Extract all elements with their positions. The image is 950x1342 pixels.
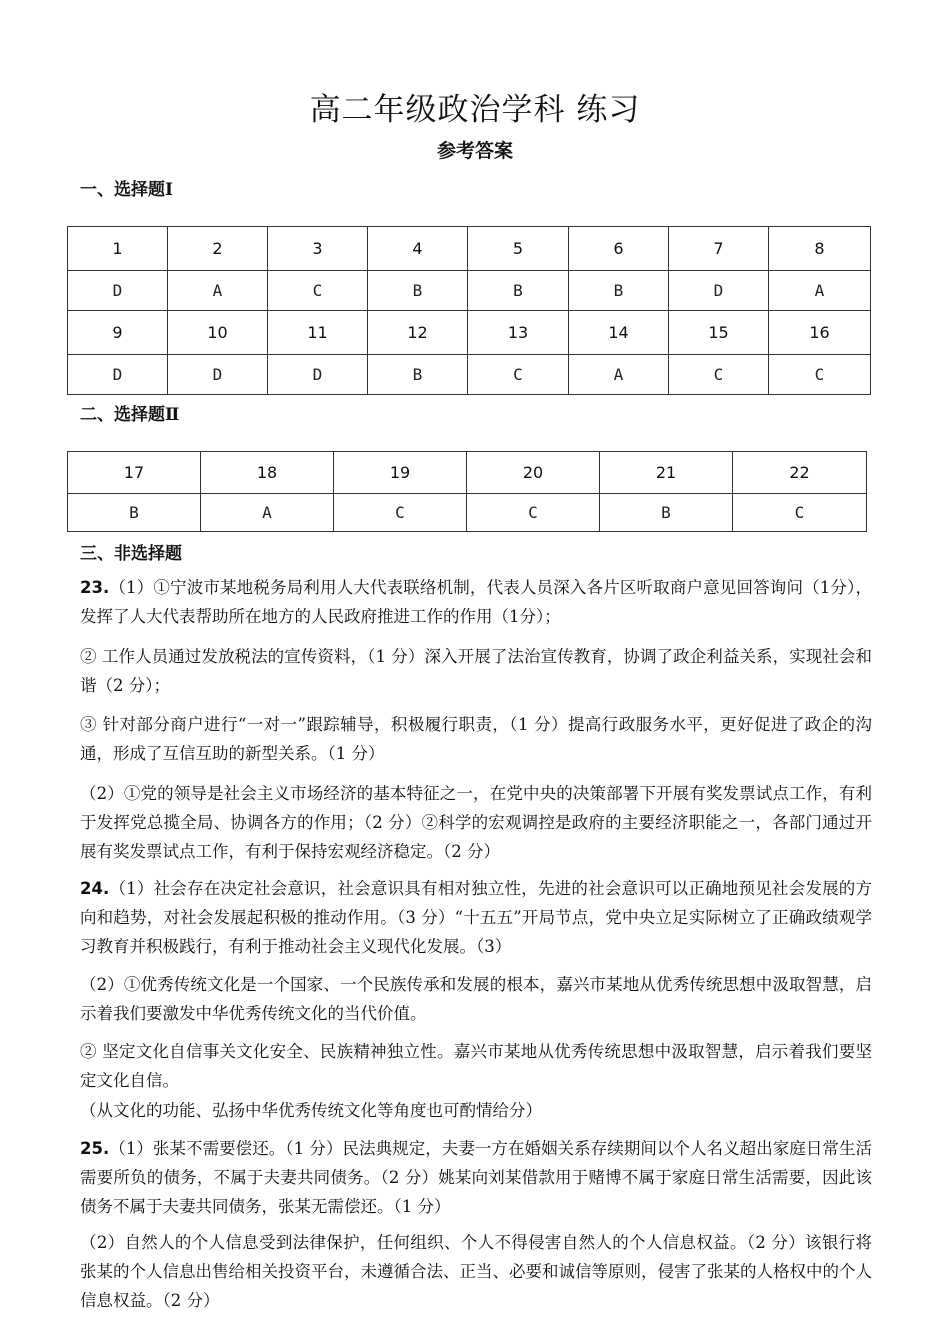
section-heading-non-choice: 三、非选择题 [80, 544, 182, 564]
answer-paragraph-23-4 [80, 779, 872, 866]
table-row-numbers [68, 452, 867, 494]
question-number: 12 [368, 311, 468, 355]
question-number: 13 [468, 311, 569, 355]
answer-letter: A [569, 355, 669, 395]
question-number: 4 [368, 227, 468, 271]
answer-letter: B [368, 271, 468, 311]
question-number-24: 24. [80, 879, 110, 898]
answer-letter: C [669, 355, 769, 395]
question-number: 8 [769, 227, 871, 271]
question-number: 14 [569, 311, 669, 355]
answer-letter: B [368, 355, 468, 395]
question-number: 9 [68, 311, 168, 355]
table-row-numbers [68, 227, 871, 271]
question-number: 19 [334, 452, 467, 494]
page-subtitle: 参考答案 [436, 140, 513, 162]
answer-text: ③ 针对部分商户进行“一对一”跟踪辅导，积极履行职责，（1 分）提高行政服务水平，更好促进了政企的沟通，形成了互信互助的新型关系。（1 分） [80, 715, 872, 763]
answer-letter: B [600, 494, 733, 532]
question-number: 6 [569, 227, 669, 271]
question-number: 22 [733, 452, 867, 494]
question-number: 18 [201, 452, 334, 494]
section-heading-choice-2: 二、选择题Ⅱ [80, 405, 180, 425]
question-number-23: 23. [80, 578, 110, 597]
answer-letter: C [467, 494, 600, 532]
question-number: 11 [268, 311, 368, 355]
question-number: 7 [669, 227, 769, 271]
answer-text: （从文化的功能、弘扬中华优秀传统文化等角度也可酌情给分） [80, 1101, 542, 1120]
page-title: 高二年级政治学科 练习 [309, 92, 641, 128]
answer-text: ② 坚定文化自信事关文化安全、民族精神独立性。嘉兴市某地从优秀传统思想中汲取智慧，启示着我们要坚定文化自信。 [80, 1042, 872, 1090]
table-row-answers [68, 355, 871, 395]
question-number: 5 [468, 227, 569, 271]
answer-letter: C [468, 355, 569, 395]
question-number: 10 [168, 311, 268, 355]
question-number: 17 [68, 452, 201, 494]
answer-paragraph-25-1 [80, 1134, 872, 1221]
answer-text: （1）张某不需要偿还。（1 分）民法典规定，夫妻一方在婚姻关系存续期间以个人名义超出家庭日常生活需要所负的债务，不属于夫妻共同债务。（2 分）姚某向刘某借款用于赌博不属于家庭日常生活需要，因此该债务不属于夫妻共同债务，张某无需偿还。（1 分） [80, 1139, 872, 1216]
answer-text: （1）社会存在决定社会意识，社会意识具有相对独立性，先进的社会意识可以正确地预见社会发展的方向和趋势，对社会发展起积极的推动作用。（3 分）“十五五”开局节点，党中央立足实际树立了正确政绩观学习教育并积极践行，有利于推动社会主义现代化发展。（3） [80, 879, 872, 956]
answer-text: （2）①优秀传统文化是一个国家、一个民族传承和发展的根本，嘉兴市某地从优秀传统思想中汲取智慧，启示着我们要激发中华优秀传统文化的当代价值。 [80, 975, 872, 1023]
answer-letter: C [334, 494, 467, 532]
answer-table-choice-1 [67, 226, 871, 395]
answer-letter: D [669, 271, 769, 311]
table-row-numbers [68, 311, 871, 355]
answer-paragraph-24-1 [80, 874, 872, 961]
answer-paragraph-25-2 [80, 1228, 872, 1315]
answer-letter: A [769, 271, 871, 311]
answer-paragraph-24-3 [80, 1037, 872, 1095]
answer-letter: A [168, 271, 268, 311]
section-heading-choice-1: 一、选择题Ⅰ [80, 180, 173, 200]
answer-letter: B [68, 494, 201, 532]
question-number: 3 [268, 227, 368, 271]
answer-paragraph-24-2 [80, 970, 872, 1028]
table-row-answers [68, 494, 867, 532]
answer-letter: C [268, 271, 368, 311]
question-number-25: 25. [80, 1139, 110, 1158]
answer-text: ② 工作人员通过发放税法的宣传资料，（1 分）深入开展了法治宣传教育，协调了政企利益关系，实现社会和谐（2 分）； [80, 647, 872, 695]
answer-paragraph-23-1 [80, 573, 872, 631]
answer-paragraph-23-2 [80, 642, 872, 700]
question-number: 20 [467, 452, 600, 494]
question-number: 2 [168, 227, 268, 271]
answer-letter: C [769, 355, 871, 395]
question-number: 16 [769, 311, 871, 355]
answer-letter: C [733, 494, 867, 532]
answer-letter: D [68, 355, 168, 395]
answer-letter: A [201, 494, 334, 532]
answer-paragraph-24-4 [80, 1096, 872, 1125]
answer-table-choice-2 [67, 451, 867, 532]
answer-letter: D [168, 355, 268, 395]
answer-letter: D [68, 271, 168, 311]
question-number: 1 [68, 227, 168, 271]
answer-letter: B [468, 271, 569, 311]
answer-text: （2）①党的领导是社会主义市场经济的基本特征之一，在党中央的决策部署下开展有奖发票试点工作，有利于发挥党总揽全局、协调各方的作用；（2 分）②科学的宏观调控是政府的主要经济职能之一，各部门通过开展有奖发票试点工作，有利于保持宏观经济稳定。（2 分） [80, 784, 872, 861]
table-row-answers [68, 271, 871, 311]
question-number: 15 [669, 311, 769, 355]
answer-letter: B [569, 271, 669, 311]
answer-letter: D [268, 355, 368, 395]
answer-paragraph-23-3 [80, 710, 872, 768]
answer-text: （2）自然人的个人信息受到法律保护，任何组织、个人不得侵害自然人的个人信息权益。（2 分）该银行将张某的个人信息出售给相关投资平台，未遵循合法、正当、必要和诚信等原则，侵害了张某的人格权中的个人信息权益。（2 分） [80, 1233, 872, 1310]
answer-text: （1）①宁波市某地税务局利用人大代表联络机制，代表人员深入各片区听取商户意见回答询问（1分），发挥了人大代表帮助所在地方的人民政府推进工作的作用（1分）； [80, 578, 872, 626]
question-number: 21 [600, 452, 733, 494]
